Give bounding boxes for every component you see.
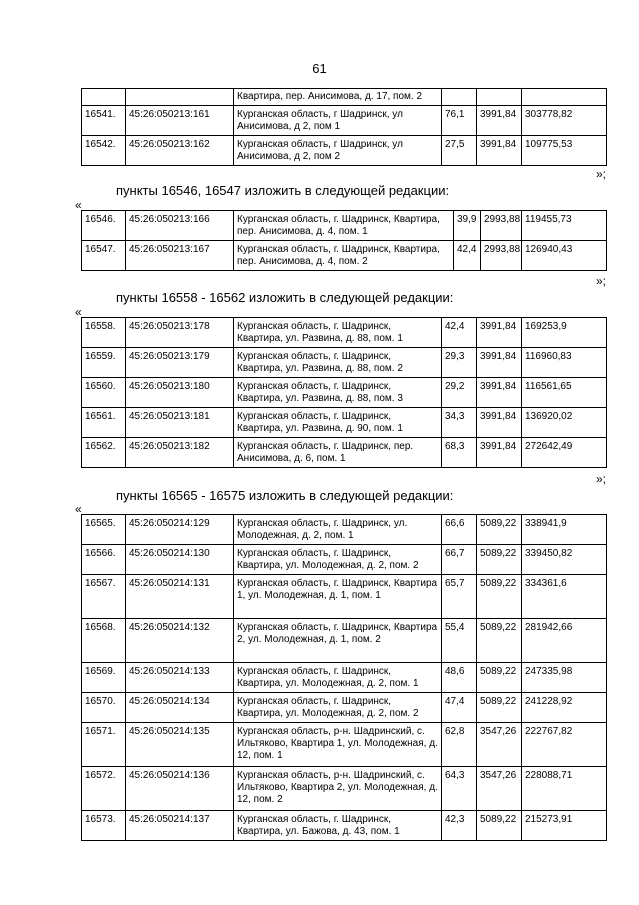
table-row	[82, 211, 607, 241]
opening-quote-mark: «	[75, 305, 82, 319]
value-cell: 247335,98	[522, 663, 607, 693]
value-cell: 116561,65	[522, 378, 607, 408]
section-heading: пункты 16558 - 16562 изложить в следующей редакции:	[116, 290, 454, 305]
table-row	[82, 767, 607, 811]
area-cell: 29,2	[442, 378, 477, 408]
table-row	[82, 811, 607, 841]
address-cell: Курганская область, р-н. Шадринский, с. Ильтяково, Квартира 2, ул. Молодежная, д. 12, пом. 2	[234, 767, 442, 811]
value-cell: 334361,6	[522, 575, 607, 619]
area-cell: 39,9	[454, 211, 481, 241]
cadastral-number-cell: 45:26:050214:137	[126, 811, 234, 841]
table-row	[82, 515, 607, 545]
rate-cell: 3991,84	[477, 408, 522, 438]
value-cell: 116960,83	[522, 348, 607, 378]
row-number-cell: 16570.	[82, 693, 126, 723]
cadastral-number-cell: 45:26:050214:130	[126, 545, 234, 575]
value-cell: 126940,43	[522, 241, 607, 271]
row-number-cell: 16566.	[82, 545, 126, 575]
property-table-1	[81, 210, 607, 271]
cadastral-number-cell: 45:26:050213:182	[126, 438, 234, 468]
property-table-3	[81, 514, 607, 841]
area-cell: 42,4	[442, 318, 477, 348]
rate-cell: 3991,84	[477, 318, 522, 348]
area-cell: 66,6	[442, 515, 477, 545]
row-number-cell: 16565.	[82, 515, 126, 545]
address-cell: Курганская область, г. Шадринск, Квартира, пер. Анисимова, д. 4, пом. 1	[234, 211, 454, 241]
table-row	[82, 693, 607, 723]
row-number-cell: 16559.	[82, 348, 126, 378]
rate-cell: 3991,84	[477, 106, 522, 136]
table-row	[82, 723, 607, 767]
row-number-cell: 16567.	[82, 575, 126, 619]
rate-cell: 5089,22	[477, 619, 522, 663]
address-cell: Курганская область, г Шадринск, ул Анисимова, д 2, пом 2	[234, 136, 442, 166]
area-cell: 29,3	[442, 348, 477, 378]
cadastral-number-cell: 45:26:050213:162	[126, 136, 234, 166]
area-cell: 42,3	[442, 811, 477, 841]
page-number: 61	[312, 61, 327, 76]
value-cell: 228088,71	[522, 767, 607, 811]
address-cell: Курганская область, г. Шадринск, пер. Анисимова, д. 6, пом. 1	[234, 438, 442, 468]
cadastral-number-cell: 45:26:050214:135	[126, 723, 234, 767]
value-cell: 119455,73	[522, 211, 607, 241]
rate-cell: 3991,84	[477, 438, 522, 468]
closing-quote-mark: »;	[596, 472, 607, 486]
area-cell: 65,7	[442, 575, 477, 619]
row-number-cell: 16546.	[82, 211, 126, 241]
area-cell: 34,3	[442, 408, 477, 438]
cadastral-number-cell: 45:26:050214:131	[126, 575, 234, 619]
cadastral-number-cell: 45:26:050213:161	[126, 106, 234, 136]
value-cell: 215273,91	[522, 811, 607, 841]
value-cell: 109775,53	[522, 136, 607, 166]
area-cell	[442, 89, 477, 106]
cadastral-number-cell: 45:26:050214:136	[126, 767, 234, 811]
rate-cell: 3991,84	[477, 348, 522, 378]
value-cell: 169253,9	[522, 318, 607, 348]
table-row	[82, 348, 607, 378]
value-cell: 222767,82	[522, 723, 607, 767]
property-table-2	[81, 317, 607, 468]
address-cell: Курганская область, г Шадринск, ул Анисимова, д 2, пом 1	[234, 106, 442, 136]
row-number-cell: 16558.	[82, 318, 126, 348]
opening-quote-mark: «	[75, 502, 82, 516]
row-number-cell: 16560.	[82, 378, 126, 408]
address-cell: Квартира, пер. Анисимова, д. 17, пом. 2	[234, 89, 442, 106]
value-cell: 338941,9	[522, 515, 607, 545]
closing-quote-mark: »;	[596, 274, 607, 288]
cadastral-number-cell: 45:26:050213:166	[126, 211, 234, 241]
cadastral-number-cell: 45:26:050213:178	[126, 318, 234, 348]
area-cell: 76,1	[442, 106, 477, 136]
section-heading: пункты 16565 - 16575 изложить в следующей редакции:	[116, 488, 454, 503]
area-cell: 47,4	[442, 693, 477, 723]
opening-quote-mark: «	[75, 198, 82, 212]
address-cell: Курганская область, г. Шадринск, Квартира, ул. Развина, д. 90, пом. 1	[234, 408, 442, 438]
rate-cell: 3547,26	[477, 723, 522, 767]
table-row	[82, 89, 607, 106]
rate-cell: 3991,84	[477, 136, 522, 166]
row-number-cell: 16571.	[82, 723, 126, 767]
row-number-cell: 16562.	[82, 438, 126, 468]
area-cell: 64,3	[442, 767, 477, 811]
table-row	[82, 378, 607, 408]
rate-cell: 3547,26	[477, 767, 522, 811]
cadastral-number-cell: 45:26:050214:134	[126, 693, 234, 723]
table-row	[82, 408, 607, 438]
cadastral-number-cell: 45:26:050213:167	[126, 241, 234, 271]
address-cell: Курганская область, г. Шадринск, ул. Молодежная, д. 2, пом. 1	[234, 515, 442, 545]
row-number-cell: 16547.	[82, 241, 126, 271]
cadastral-number-cell: 45:26:050213:179	[126, 348, 234, 378]
rate-cell: 5089,22	[477, 693, 522, 723]
table-row	[82, 438, 607, 468]
address-cell: Курганская область, г. Шадринск, Квартира, ул. Молодежная, д. 2, пом. 1	[234, 663, 442, 693]
value-cell: 272642,49	[522, 438, 607, 468]
rate-cell: 3991,84	[477, 378, 522, 408]
table-row	[82, 545, 607, 575]
row-number-cell: 16572.	[82, 767, 126, 811]
value-cell: 339450,82	[522, 545, 607, 575]
rate-cell: 5089,22	[477, 545, 522, 575]
address-cell: Курганская область, р-н. Шадринский, с. Ильтяково, Квартира 1, ул. Молодежная, д. 12, пом. 1	[234, 723, 442, 767]
rate-cell: 5089,22	[477, 575, 522, 619]
cadastral-number-cell: 45:26:050214:129	[126, 515, 234, 545]
value-cell: 241228,92	[522, 693, 607, 723]
value-cell: 281942,66	[522, 619, 607, 663]
value-cell	[522, 89, 607, 106]
cadastral-number-cell	[126, 89, 234, 106]
area-cell: 55,4	[442, 619, 477, 663]
address-cell: Курганская область, г. Шадринск, Квартира, ул. Развина, д. 88, пом. 2	[234, 348, 442, 378]
section-heading: пункты 16546, 16547 изложить в следующей редакции:	[116, 183, 450, 198]
value-cell: 136920,02	[522, 408, 607, 438]
cadastral-number-cell: 45:26:050213:180	[126, 378, 234, 408]
address-cell: Курганская область, г. Шадринск, Квартира, ул. Развина, д. 88, пом. 3	[234, 378, 442, 408]
rate-cell: 5089,22	[477, 663, 522, 693]
area-cell: 48,6	[442, 663, 477, 693]
address-cell: Курганская область, г. Шадринск, Квартира 1, ул. Молодежная, д. 1, пом. 1	[234, 575, 442, 619]
table-row	[82, 575, 607, 619]
cadastral-number-cell: 45:26:050213:181	[126, 408, 234, 438]
table-row	[82, 663, 607, 693]
row-number-cell: 16569.	[82, 663, 126, 693]
address-cell: Курганская область, г. Шадринск, Квартира, ул. Молодежная, д. 2, пом. 2	[234, 545, 442, 575]
rate-cell: 5089,22	[477, 811, 522, 841]
address-cell: Курганская область, г. Шадринск, Квартира, ул. Молодежная, д. 2, пом. 2	[234, 693, 442, 723]
address-cell: Курганская область, г. Шадринск, Квартира 2, ул. Молодежная, д. 1, пом. 2	[234, 619, 442, 663]
row-number-cell: 16542.	[82, 136, 126, 166]
row-number-cell: 16568.	[82, 619, 126, 663]
address-cell: Курганская область, г. Шадринск, Квартира, ул. Бажова, д. 43, пом. 1	[234, 811, 442, 841]
rate-cell: 5089,22	[477, 515, 522, 545]
rate-cell	[477, 89, 522, 106]
cadastral-number-cell: 45:26:050214:133	[126, 663, 234, 693]
cadastral-number-cell: 45:26:050214:132	[126, 619, 234, 663]
address-cell: Курганская область, г. Шадринск, Квартира, ул. Развина, д. 88, пом. 1	[234, 318, 442, 348]
table-row	[82, 241, 607, 271]
row-number-cell: 16561.	[82, 408, 126, 438]
area-cell: 42,4	[454, 241, 481, 271]
area-cell: 62,8	[442, 723, 477, 767]
table-row	[82, 106, 607, 136]
row-number-cell: 16541.	[82, 106, 126, 136]
table-row	[82, 318, 607, 348]
closing-quote-mark: »;	[596, 167, 607, 181]
rate-cell: 2993,88	[481, 241, 522, 271]
area-cell: 68,3	[442, 438, 477, 468]
property-table-0	[81, 88, 607, 166]
table-row	[82, 619, 607, 663]
row-number-cell	[82, 89, 126, 106]
rate-cell: 2993,88	[481, 211, 522, 241]
value-cell: 303778,82	[522, 106, 607, 136]
table-row	[82, 136, 607, 166]
area-cell: 66,7	[442, 545, 477, 575]
address-cell: Курганская область, г. Шадринск, Квартира, пер. Анисимова, д. 4, пом. 2	[234, 241, 454, 271]
area-cell: 27,5	[442, 136, 477, 166]
row-number-cell: 16573.	[82, 811, 126, 841]
